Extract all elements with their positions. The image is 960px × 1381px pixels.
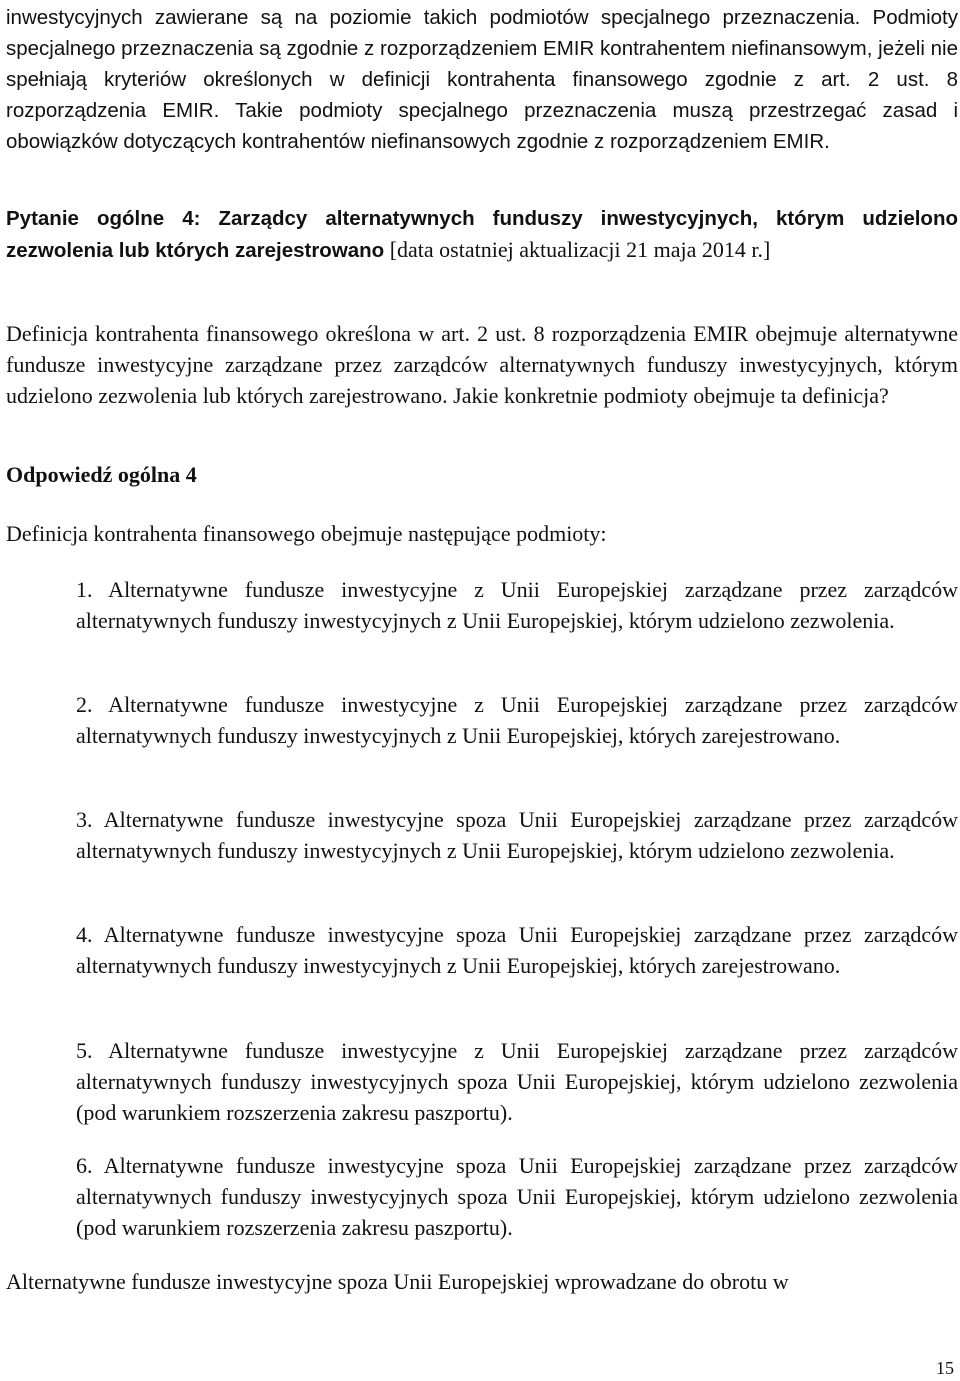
list-item: 1. Alternatywne fundusze inwestycyjne z Unii Europejskiej zarządzane przez zarządców alternatywnych funduszy inwestycyjnych z Unii Europejskiej, którym udzielono zezwolenia. <box>76 577 958 633</box>
question-text: Definicja kontrahenta finansowego określona w art. 2 ust. 8 rozporządzenia EMIR obejmuje alternatywne fundusze inwestycyjne zarządzane przez zarządców alternatywnych funduszy inwestycyjnych, którym udzielono zezwolenia lub których zarejestrowano. Jakie konkretnie podmioty obejmuje ta definicja? <box>6 321 958 408</box>
list-item: 4. Alternatywne fundusze inwestycyjne spoza Unii Europejskiej zarządzane przez zarządców alternatywnych funduszy inwestycyjnych z Unii Europejskiej, których zarejestrowano. <box>76 922 958 978</box>
question-title: Pytanie ogólne 4: Zarządcy alternatywnych funduszy inwestycyjnych, którym udzielono zezwolenia lub których zarejestrowano <box>6 207 958 262</box>
answer-heading: Odpowiedź ogólna 4 <box>6 462 197 487</box>
question-date: [data ostatniej aktualizacji 21 maja 2014 r.] <box>384 237 771 262</box>
list-item: 5. Alternatywne fundusze inwestycyjne z Unii Europejskiej zarządzane przez zarządców alternatywnych funduszy inwestycyjnych spoza Unii Europejskiej, którym udzielono zezwolenia (pod warunkiem rozszerzenia zakresu paszportu). <box>76 1038 958 1125</box>
closing-paragraph: Alternatywne fundusze inwestycyjne spoza Unii Europejskiej wprowadzane do obrotu w <box>6 1269 789 1294</box>
question-paragraph <box>6 202 958 266</box>
intro-paragraph: inwestycyjnych zawierane są na poziomie takich podmiotów specjalnego przeznaczenia. Podmioty specjalnego przeznaczenia są zgodnie z rozporządzeniem EMIR kontrahentem niefinansowym, jeżeli nie spełniają kryteriów określonych w definicji kontrahenta finansowego zgodnie z art. 2 ust. 8 rozporządzenia EMIR. Takie podmioty specjalnego przeznaczenia muszą przestrzegać zasad i obowiązków dotyczących kontrahentów niefinansowych zgodnie z rozporządzeniem EMIR. <box>6 6 958 153</box>
page-number: 15 <box>936 1358 954 1378</box>
answer-intro: Definicja kontrahenta finansowego obejmuje następujące podmioty: <box>6 521 607 546</box>
list-item: 6. Alternatywne fundusze inwestycyjne spoza Unii Europejskiej zarządzane przez zarządców alternatywnych funduszy inwestycyjnych spoza Unii Europejskiej, którym udzielono zezwolenia (pod warunkiem rozszerzenia zakresu paszportu). <box>76 1153 958 1240</box>
list-item: 3. Alternatywne fundusze inwestycyjne spoza Unii Europejskiej zarządzane przez zarządców alternatywnych funduszy inwestycyjnych z Unii Europejskiej, którym udzielono zezwolenia. <box>76 807 958 863</box>
list-item: 2. Alternatywne fundusze inwestycyjne z Unii Europejskiej zarządzane przez zarządców alternatywnych funduszy inwestycyjnych z Unii Europejskiej, których zarejestrowano. <box>76 692 958 748</box>
